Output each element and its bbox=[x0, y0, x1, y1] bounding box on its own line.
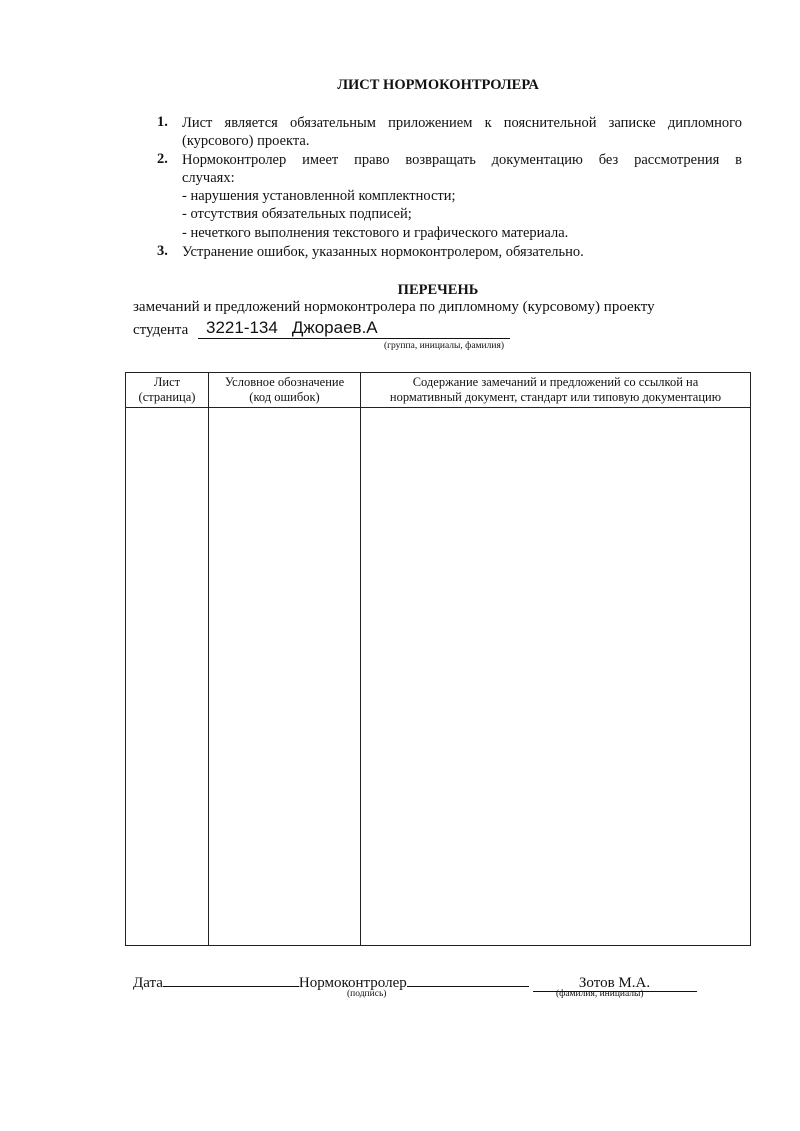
list-subtitle: замечаний и предложений нормоконтролера по дипломному (курсовому) проекту bbox=[133, 299, 655, 315]
controller-label: Нормоконтролер bbox=[298, 975, 407, 991]
table-cell-sheet[interactable] bbox=[126, 408, 209, 946]
column-header-line: (страница) bbox=[138, 390, 196, 404]
table-cell-content[interactable] bbox=[361, 408, 751, 946]
rule-number: 2. bbox=[157, 151, 168, 167]
column-header-content bbox=[361, 373, 751, 408]
signature-caption: (подпись) bbox=[347, 989, 387, 999]
controller-name: Зотов М.А. bbox=[578, 975, 651, 991]
date-label: Дата bbox=[133, 975, 163, 991]
list-title: ПЕРЕЧЕНЬ bbox=[397, 282, 479, 298]
name-caption: (фамилия, инициалы) bbox=[556, 989, 644, 999]
rule-text-line: случаях: bbox=[182, 170, 235, 186]
signature-field[interactable] bbox=[407, 970, 529, 987]
rule-text-line: Нормоконтролер имеет право возвращать документацию без рассмотрения в bbox=[182, 152, 742, 168]
student-name: Джораев.А bbox=[291, 318, 378, 337]
student-label: студента bbox=[133, 322, 189, 338]
date-field[interactable] bbox=[163, 970, 299, 987]
student-caption: (группа, инициалы, фамилия) bbox=[384, 341, 504, 351]
column-header-code bbox=[209, 373, 361, 408]
rule-sub-item: - отсутствия обязательных подписей; bbox=[182, 206, 412, 222]
rule-text-line: (курсового) проекта. bbox=[182, 133, 310, 149]
column-header-line: Условное обозначение bbox=[224, 375, 345, 389]
rule-number: 1. bbox=[157, 114, 168, 130]
rule-text-line: Устранение ошибок, указанных нормоконтролером, обязательно. bbox=[182, 244, 584, 260]
column-header-line: Лист bbox=[153, 375, 181, 389]
rule-sub-item: - нечеткого выполнения текстового и графического материала. bbox=[182, 225, 569, 241]
page-title: ЛИСТ НОРМОКОНТРОЛЕРА bbox=[337, 77, 539, 93]
rule-text-line: Лист является обязательным приложением к пояснительной записке дипломного bbox=[182, 115, 742, 131]
table-cell-code[interactable] bbox=[209, 408, 361, 946]
rule-number: 3. bbox=[157, 243, 168, 259]
column-header-line: нормативный документ, стандарт или типовую документацию bbox=[389, 390, 722, 404]
rule-sub-item: - нарушения установленной комплектности; bbox=[182, 188, 456, 204]
remarks-table bbox=[125, 372, 751, 946]
column-header-sheet bbox=[126, 373, 209, 408]
table-row bbox=[126, 408, 751, 946]
column-header-line: (код ошибок) bbox=[249, 390, 320, 404]
column-header-line: Содержание замечаний и предложений со ссылкой на bbox=[412, 375, 699, 389]
student-group: 3221-134 bbox=[206, 318, 278, 337]
student-field bbox=[198, 318, 510, 339]
